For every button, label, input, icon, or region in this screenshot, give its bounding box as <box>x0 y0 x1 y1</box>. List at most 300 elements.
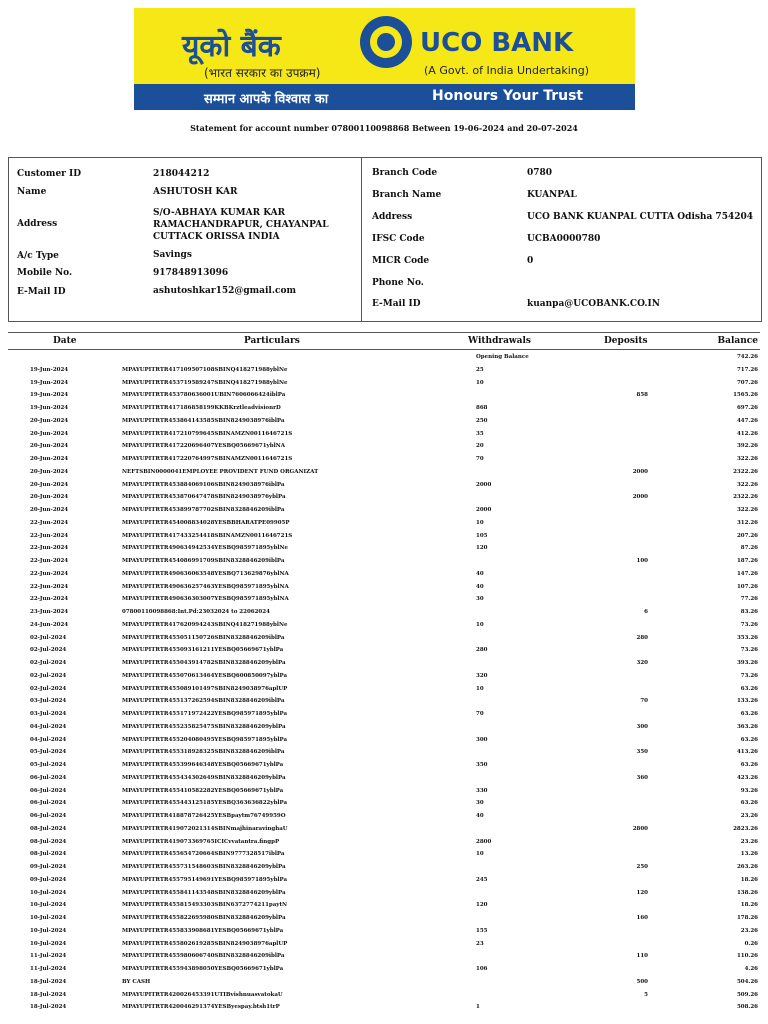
row-balance: 742.26 <box>736 354 758 360</box>
row-deposit: 6 <box>644 609 648 615</box>
row-date: 22-Jun-2024 <box>30 519 69 526</box>
row-particulars: MPAYUPITRTR455795149691YESBQ985971895yblPa <box>122 876 288 883</box>
row-balance: 73.26 <box>740 672 758 679</box>
header-withdrawals: Withdrawals <box>468 336 531 346</box>
table-row <box>8 504 760 517</box>
row-deposit: 70 <box>640 698 648 705</box>
row-particulars: MPAYUPITRTR417210799645SBINAMZN0011646721S <box>122 430 293 437</box>
row-balance: 147.26 <box>736 570 758 577</box>
row-balance: 178.26 <box>736 915 758 921</box>
row-deposit: 110 <box>636 953 648 960</box>
account-info-box <box>8 157 762 322</box>
row-particulars: MPAYUPITRTR455093161211YESBQ05669671yblPa <box>122 647 284 654</box>
branch-email-value: kuanpa@UCOBANK.CO.IN <box>527 299 660 309</box>
row-date: 06-Jul-2024 <box>30 787 67 794</box>
row-withdrawal: 120 <box>476 545 488 552</box>
table-row <box>8 721 760 734</box>
row-withdrawal: 20 <box>476 443 484 450</box>
row-particulars: MPAYUPITRTR420046291374YESByespay.btsh1trP <box>122 1004 280 1011</box>
row-particulars: MPAYUPITRTR455070613464YESBQ600850097yblPa <box>122 672 288 679</box>
table-row <box>8 606 760 619</box>
row-date: 06-Jul-2024 <box>30 813 67 819</box>
header-deposits: Deposits <box>604 336 648 346</box>
info-divider <box>361 158 362 321</box>
row-balance: 322.26 <box>736 481 758 488</box>
row-date: 22-Jun-2024 <box>30 532 69 539</box>
table-row <box>8 912 760 925</box>
row-balance: 2322.26 <box>733 468 758 475</box>
row-withdrawal: 120 <box>476 902 488 909</box>
row-date: 09-Jul-2024 <box>30 864 67 870</box>
table-row <box>8 568 760 581</box>
customer-id-value: 218044212 <box>153 169 210 179</box>
table-row <box>8 555 760 568</box>
row-date: 10-Jul-2024 <box>30 940 67 947</box>
row-withdrawal: 25 <box>476 366 484 373</box>
row-date: 22-Jun-2024 <box>30 558 69 564</box>
row-particulars: MPAYUPITRTR455654720664SBIN9777328517iblPa <box>122 851 285 858</box>
row-date: 02-Jul-2024 <box>30 672 67 679</box>
bank-name-hindi: यूको बैंक <box>182 29 281 64</box>
bank-subtitle-english: (A Govt. of India Undertaking) <box>424 64 589 77</box>
row-balance: 23.26 <box>740 813 758 819</box>
row-deposit: 500 <box>636 978 648 985</box>
row-balance: 110.26 <box>736 953 758 960</box>
table-row <box>8 428 760 441</box>
table-row <box>8 874 760 887</box>
row-deposit: 2800 <box>632 825 648 832</box>
row-withdrawal: Opening Balance <box>476 354 529 360</box>
row-date: 20-Jun-2024 <box>30 443 69 450</box>
tagline-strip <box>134 84 635 110</box>
table-row <box>8 402 760 415</box>
row-particulars: MPAYUPITRTR420026453391UTIBvishnuasvatokaU <box>122 991 283 998</box>
ac-type-value: Savings <box>153 250 192 260</box>
row-balance: 87.26 <box>740 545 758 552</box>
table-row <box>8 479 760 492</box>
row-date: 02-Jul-2024 <box>30 647 67 654</box>
row-balance: 63.26 <box>740 762 758 768</box>
row-date: 10-Jul-2024 <box>30 915 67 921</box>
branch-code-value: 0780 <box>527 168 553 178</box>
table-row <box>8 695 760 708</box>
row-withdrawal: 106 <box>476 966 488 972</box>
row-particulars: MPAYUPITRTR455410582282YESBQ05669671yblPa <box>122 787 284 794</box>
name-value: ASHUTOSH KAR <box>153 187 238 197</box>
row-particulars: MPAYUPITRTR455204080495YESBQ985971895yblPa <box>122 736 288 743</box>
row-balance: 322.26 <box>736 456 758 462</box>
table-row <box>8 670 760 683</box>
row-date: 22-Jun-2024 <box>30 596 69 603</box>
row-date: 06-Jul-2024 <box>30 800 67 807</box>
row-withdrawal: 10 <box>476 621 484 628</box>
row-withdrawal: 868 <box>476 405 488 411</box>
row-date: 02-Jul-2024 <box>30 634 67 641</box>
row-particulars: MPAYUPITRTR417186858199KKBKrztleadvisionrD <box>122 405 281 411</box>
row-particulars: MPAYUPITRTR490636303007YESBQ985971895yblNA <box>122 596 289 603</box>
row-balance: 447.26 <box>736 417 758 424</box>
row-date: 05-Jul-2024 <box>30 749 67 756</box>
table-row <box>8 810 760 823</box>
row-withdrawal: 35 <box>476 430 484 437</box>
row-particulars: MPAYUPITRTR453884069106SBIN8249038976iblPa <box>122 481 285 488</box>
row-particulars: MPAYUPITRTR455815493303SBIN6372774211paytN <box>122 902 288 909</box>
table-row <box>8 440 760 453</box>
row-particulars: MPAYUPITRTR490636063548YESBQ713629876yblNA <box>122 570 289 577</box>
row-date: 22-Jun-2024 <box>30 570 69 577</box>
row-particulars: 07800110098868:Int.Pd:23032024 to 22062024 <box>122 609 270 615</box>
row-balance: 363.26 <box>736 723 758 730</box>
row-particulars: MPAYUPITRTR417109507108SBINQ418271988yblNe <box>122 366 288 373</box>
row-particulars: NEFTSBIN0000041EMPLOYEE PROVIDENT FUND ORGANIZAT <box>122 468 319 475</box>
row-particulars: BY CASH <box>122 978 151 985</box>
branch-email-label: E-Mail ID <box>372 299 421 309</box>
table-row <box>8 453 760 466</box>
row-date: 20-Jun-2024 <box>30 417 69 424</box>
row-withdrawal: 245 <box>476 876 488 883</box>
table-row <box>8 899 760 912</box>
row-withdrawal: 70 <box>476 456 484 462</box>
row-balance: 187.26 <box>736 558 758 564</box>
row-balance: 18.26 <box>740 902 758 909</box>
row-deposit: 280 <box>636 634 648 641</box>
row-balance: 509.26 <box>736 991 758 998</box>
table-row <box>8 759 760 772</box>
table-row <box>8 989 760 1002</box>
row-date: 05-Jul-2024 <box>30 762 67 768</box>
row-balance: 207.26 <box>736 532 758 539</box>
ifsc-label: IFSC Code <box>372 234 425 244</box>
row-withdrawal: 320 <box>476 672 488 679</box>
address-line-2: RAMACHANDRAPUR, CHAYANPAL <box>153 220 329 230</box>
table-row <box>8 938 760 951</box>
table-row <box>8 593 760 606</box>
row-particulars: MPAYUPITRTR454086991709SBIN8328846209iblPa <box>122 558 285 564</box>
row-balance: 508.26 <box>736 1004 758 1011</box>
row-balance: 312.26 <box>736 519 758 526</box>
row-balance: 697.26 <box>736 405 758 411</box>
row-withdrawal: 350 <box>476 762 488 768</box>
row-date: 11-Jul-2024 <box>30 953 67 960</box>
row-balance: 23.26 <box>740 927 758 934</box>
row-date: 02-Jul-2024 <box>30 685 67 692</box>
branch-name-value: KUANPAL <box>527 190 577 200</box>
table-row <box>8 708 760 721</box>
table-row <box>8 734 760 747</box>
row-balance: 13.26 <box>740 851 758 858</box>
row-deposit: 300 <box>636 723 648 730</box>
row-date: 02-Jul-2024 <box>30 660 67 666</box>
row-balance: 23.26 <box>740 838 758 845</box>
row-date: 08-Jul-2024 <box>30 851 67 858</box>
row-balance: 412.26 <box>736 430 758 437</box>
row-withdrawal: 155 <box>476 927 488 934</box>
ac-type-label: A/c Type <box>17 251 59 261</box>
row-withdrawal: 30 <box>476 800 484 807</box>
row-withdrawal: 10 <box>476 685 484 692</box>
row-particulars: MPAYUPITRTR490636257463YESBQ985971895yblNA <box>122 583 289 590</box>
table-row <box>8 950 760 963</box>
row-date: 20-Jun-2024 <box>30 456 69 462</box>
row-date: 23-Jun-2024 <box>30 609 69 615</box>
row-particulars: MPAYUPITRTR454008834028YESBBHARATPE09905P <box>122 519 290 526</box>
row-particulars: MPAYUPITRTR455443125185YESBQ363636822yblPa <box>122 800 288 807</box>
bank-name-english: UCO BANK <box>420 28 574 58</box>
row-particulars: MPAYUPITRTR455980606740SBIN8328846209iblPa <box>122 953 285 960</box>
row-deposit: 2000 <box>632 468 648 475</box>
statement-title: Statement for account number 07800110098868 Between 19-06-2024 and 20-07-2024 <box>190 123 578 133</box>
table-row <box>8 351 760 364</box>
tagline-hindi: सम्मान आपके विश्वास का <box>204 92 329 107</box>
row-date: 19-Jun-2024 <box>30 405 69 411</box>
table-row <box>8 632 760 645</box>
row-balance: 322.26 <box>736 507 758 513</box>
table-row <box>8 887 760 900</box>
row-date: 18-Jul-2024 <box>30 978 67 985</box>
row-date: 10-Jul-2024 <box>30 889 67 896</box>
row-balance: 18.26 <box>740 876 758 883</box>
uco-logo-icon <box>360 16 412 68</box>
row-particulars: MPAYUPITRTR455137262594SBIN8328846209iblPa <box>122 698 285 705</box>
row-withdrawal: 10 <box>476 379 484 386</box>
row-particulars: MPAYUPITRTR453719589247SBINQ418271988yblNe <box>122 379 288 386</box>
row-date: 10-Jul-2024 <box>30 902 67 909</box>
header-balance: Balance <box>717 336 758 346</box>
table-row <box>8 785 760 798</box>
row-deposit: 160 <box>636 915 648 921</box>
row-balance: 77.26 <box>740 596 758 603</box>
row-date: 06-Jul-2024 <box>30 774 67 781</box>
table-row <box>8 581 760 594</box>
ifsc-value: UCBA0000780 <box>527 234 601 244</box>
branch-address-label: Address <box>372 212 413 222</box>
row-balance: 138.26 <box>736 889 758 896</box>
table-row <box>8 517 760 530</box>
table-row <box>8 836 760 849</box>
row-balance: 73.26 <box>740 621 758 628</box>
row-deposit: 120 <box>636 889 648 896</box>
customer-email-value: ashutoshkar152@gmail.com <box>153 286 296 296</box>
table-row <box>8 415 760 428</box>
row-balance: 63.26 <box>740 800 758 807</box>
row-withdrawal: 1 <box>476 1004 480 1011</box>
row-date: 20-Jun-2024 <box>30 430 69 437</box>
row-withdrawal: 2800 <box>476 838 492 845</box>
row-date: 20-Jun-2024 <box>30 507 69 513</box>
transactions-table <box>8 332 760 1011</box>
row-date: 20-Jun-2024 <box>30 468 69 475</box>
table-row <box>8 861 760 874</box>
mobile-label: Mobile No. <box>17 268 73 278</box>
row-particulars: MPAYUPITRTR419072021314SBINmajhinaravinghaU <box>122 825 288 832</box>
row-date: 19-Jun-2024 <box>30 379 69 386</box>
table-row <box>8 364 760 377</box>
row-withdrawal: 10 <box>476 519 484 526</box>
customer-email-label: E-Mail ID <box>17 287 66 297</box>
row-balance: 707.26 <box>736 379 758 386</box>
row-date: 20-Jun-2024 <box>30 481 69 488</box>
address-line-3: CUTTACK ORISSA INDIA <box>153 232 280 242</box>
row-particulars: MPAYUPITRTR417620994243SBINQ418271988yblNe <box>122 621 288 628</box>
micr-value: 0 <box>527 256 534 266</box>
row-withdrawal: 280 <box>476 647 488 654</box>
row-date: 04-Jul-2024 <box>30 736 67 743</box>
row-date: 03-Jul-2024 <box>30 711 67 717</box>
row-date: 22-Jun-2024 <box>30 545 69 552</box>
bank-subtitle-hindi: (भारत सरकार का उपक्रम) <box>204 66 321 80</box>
row-particulars: MPAYUPITRTR455802619285SBIN8249038976aplUP <box>122 940 288 947</box>
row-particulars: MPAYUPITRTR419073369765ICICvvatantra.fingpP <box>122 838 280 845</box>
row-date: 19-Jun-2024 <box>30 366 69 373</box>
row-balance: 393.26 <box>736 660 758 666</box>
row-particulars: MPAYUPITRTR453899787702SBIN8328846209iblPa <box>122 507 285 513</box>
row-particulars: MPAYUPITRTR418878726425YESBpaytm76749959O <box>122 813 286 819</box>
row-deposit: 250 <box>636 864 648 870</box>
row-particulars: MPAYUPITRTR455841143548SBIN8328846209yblPa <box>122 889 286 896</box>
row-particulars: MPAYUPITRTR455833908681YESBQ05669671yblPa <box>122 927 284 934</box>
row-particulars: MPAYUPITRTR455235825475SBIN8328846209yblPa <box>122 723 286 730</box>
row-particulars: MPAYUPITRTR455043914782SBIN8328846209yblPa <box>122 660 286 666</box>
row-date: 08-Jul-2024 <box>30 838 67 845</box>
row-balance: 504.26 <box>736 978 758 985</box>
row-deposit: 5 <box>644 991 648 998</box>
row-date: 03-Jul-2024 <box>30 698 67 705</box>
name-label: Name <box>17 187 47 197</box>
mobile-value: 917848913096 <box>153 268 229 278</box>
table-row <box>8 963 760 976</box>
row-deposit: 100 <box>636 558 648 564</box>
row-particulars: MPAYUPITRTR455822695980SBIN8328846209yblPa <box>122 915 286 921</box>
table-row <box>8 491 760 504</box>
table-row <box>8 746 760 759</box>
table-row <box>8 976 760 989</box>
row-withdrawal: 23 <box>476 940 484 947</box>
row-particulars: MPAYUPITRTR453870647478SBIN8249038976yblPa <box>122 494 286 501</box>
row-particulars: MPAYUPITRTR453780636001UBIN7606066424iblPa <box>122 392 286 399</box>
row-date: 11-Jul-2024 <box>30 966 67 972</box>
row-particulars: MPAYUPITRTR455051150726SBIN8328846209iblPa <box>122 634 285 641</box>
table-row <box>8 823 760 836</box>
row-balance: 2823.26 <box>733 825 758 832</box>
branch-address-value: UCO BANK KUANPAL CUTTA Odisha 754204 <box>527 212 754 222</box>
row-particulars: MPAYUPITRTR417220696407YESBQ05669671yblNA <box>122 443 285 450</box>
row-withdrawal: 105 <box>476 532 488 539</box>
table-row <box>8 772 760 785</box>
bank-banner <box>134 8 635 110</box>
row-particulars: MPAYUPITRTR455731548603SBIN8328846209yblPa <box>122 864 286 870</box>
row-withdrawal: 70 <box>476 711 484 717</box>
row-particulars: MPAYUPITRTR455434302649SBIN8328846209yblPa <box>122 774 286 781</box>
row-balance: 63.26 <box>740 685 758 692</box>
row-balance: 263.26 <box>736 864 758 870</box>
row-balance: 413.26 <box>736 749 758 756</box>
table-row <box>8 683 760 696</box>
row-deposit: 350 <box>636 749 648 756</box>
branch-code-label: Branch Code <box>372 168 438 178</box>
row-balance: 2322.26 <box>733 494 758 501</box>
row-particulars: MPAYUPITRTR417220764997SBINAMZN0011646721S <box>122 456 293 462</box>
row-particulars: MPAYUPITRTR455318928325SBIN8328846209iblPa <box>122 749 285 756</box>
row-balance: 423.26 <box>736 774 758 781</box>
transaction-rows <box>8 351 760 1014</box>
row-balance: 717.26 <box>736 366 758 373</box>
row-deposit: 2000 <box>632 494 648 501</box>
tagline-english: Honours Your Trust <box>432 88 584 104</box>
row-balance: 63.26 <box>740 711 758 717</box>
row-withdrawal: 250 <box>476 417 488 424</box>
row-balance: 1565.26 <box>733 392 758 399</box>
row-date: 08-Jul-2024 <box>30 825 67 832</box>
row-balance: 93.26 <box>740 787 758 794</box>
table-row <box>8 644 760 657</box>
table-row <box>8 797 760 810</box>
row-particulars: MPAYUPITRTR455089101497SBIN8249038976aplUP <box>122 685 288 692</box>
header-date: Date <box>53 336 77 346</box>
row-withdrawal: 2000 <box>476 481 492 488</box>
row-withdrawal: 40 <box>476 583 484 590</box>
row-date: 22-Jun-2024 <box>30 583 69 590</box>
row-withdrawal: 330 <box>476 787 488 794</box>
table-row <box>8 389 760 402</box>
phone-label: Phone No. <box>372 278 424 288</box>
row-balance: 133.26 <box>736 698 758 705</box>
row-balance: 83.26 <box>740 609 758 615</box>
table-row <box>8 1001 760 1014</box>
table-row <box>8 466 760 479</box>
row-balance: 107.26 <box>736 583 758 590</box>
row-deposit: 360 <box>636 774 648 781</box>
row-date: 09-Jul-2024 <box>30 876 67 883</box>
row-date: 18-Jul-2024 <box>30 991 67 998</box>
header-particulars: Particulars <box>244 336 300 346</box>
row-date: 24-Jun-2024 <box>30 621 69 628</box>
row-balance: 353.26 <box>736 634 758 641</box>
row-balance: 0.26 <box>744 940 758 947</box>
row-particulars: MPAYUPITRTR453864143585SBIN8249038976iblPa <box>122 417 285 424</box>
row-withdrawal: 40 <box>476 570 484 577</box>
branch-name-label: Branch Name <box>372 190 442 200</box>
row-withdrawal: 10 <box>476 851 484 858</box>
table-row <box>8 542 760 555</box>
row-particulars: MPAYUPITRTR455399646348YESBQ05669671yblPa <box>122 762 284 768</box>
address-label: Address <box>17 219 58 229</box>
row-withdrawal: 40 <box>476 813 484 819</box>
table-row <box>8 657 760 670</box>
address-value <box>153 207 329 243</box>
row-balance: 73.26 <box>740 647 758 654</box>
table-row <box>8 377 760 390</box>
row-withdrawal: 300 <box>476 736 488 743</box>
row-date: 19-Jun-2024 <box>30 392 69 399</box>
micr-label: MICR Code <box>372 256 430 266</box>
row-balance: 392.26 <box>736 443 758 450</box>
row-particulars: MPAYUPITRTR417433254418SBINAMZN0011646721S <box>122 532 293 539</box>
row-balance: 63.26 <box>740 736 758 743</box>
row-particulars: MPAYUPITRTR490634942534YESBQ985971895yblNe <box>122 545 289 552</box>
table-row <box>8 925 760 938</box>
table-row <box>8 848 760 861</box>
row-particulars: MPAYUPITRTR455171972422YESBQ985971895yblPa <box>122 711 288 717</box>
row-particulars: MPAYUPITRTR455943898050YESBQ05669671yblPa <box>122 966 284 972</box>
row-withdrawal: 30 <box>476 596 484 603</box>
table-row <box>8 619 760 632</box>
row-date: 04-Jul-2024 <box>30 723 67 730</box>
row-date: 20-Jun-2024 <box>30 494 69 501</box>
row-deposit: 858 <box>636 392 648 399</box>
row-withdrawal: 2000 <box>476 507 492 513</box>
row-deposit: 320 <box>636 660 648 666</box>
header-rule <box>8 349 760 350</box>
